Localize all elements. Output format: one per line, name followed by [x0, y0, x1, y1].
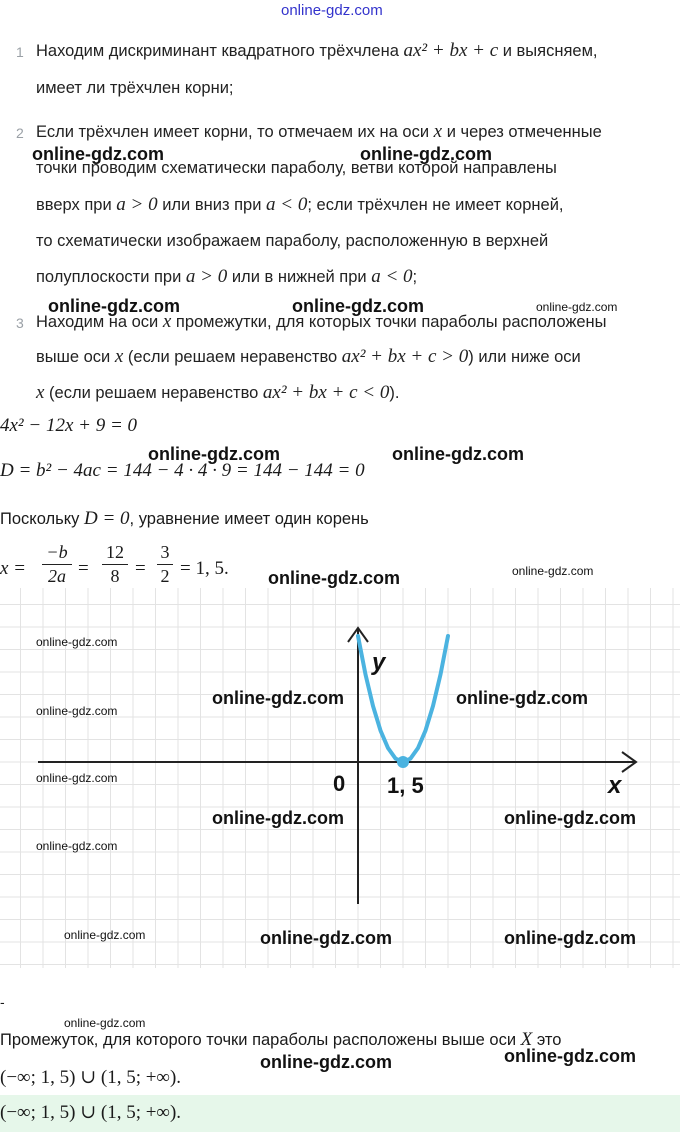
watermark: online-gdz.com	[48, 296, 180, 316]
watermark: online-gdz.com	[536, 300, 618, 314]
step-2-line-5	[36, 259, 417, 295]
watermark: online-gdz.com	[64, 928, 146, 942]
math-expression: ax² + bx + c > 0	[341, 346, 469, 367]
step-text: и через отмеченные	[446, 123, 602, 141]
sentence-text: , уравнение имеет один корень	[129, 510, 369, 528]
step-number: 2	[16, 125, 24, 141]
interval-sentence	[0, 1029, 561, 1051]
step-text: или в нижней при	[231, 268, 367, 286]
step-text: ; если трёхчлен не имеет корней,	[307, 196, 564, 214]
answer: (−∞; 1, 5) ∪ (1, 5; +∞).	[0, 1102, 182, 1123]
equals-sign: =	[78, 558, 89, 579]
step-text: промежутки, для которых точки параболы расположены	[175, 313, 607, 331]
step-text: ;	[412, 268, 418, 286]
watermark: online-gdz.com	[148, 444, 280, 464]
fraction-3	[157, 542, 173, 587]
vertex-point	[397, 756, 409, 768]
math-expression: a < 0	[266, 194, 308, 215]
step-1-line-1	[36, 33, 598, 69]
math-expression: x	[36, 382, 45, 403]
discriminant-formula: D = b² − 4ac = 144 − 4 · 4 · 9 = 144 − 144 = 0	[0, 460, 365, 481]
step-number: 1	[16, 44, 24, 60]
equals-sign: =	[135, 558, 146, 579]
step-3-line-3	[36, 375, 399, 411]
math-expression: D = 0	[83, 508, 130, 529]
watermark: online-gdz.com	[36, 704, 118, 718]
step-1-line-2: имеет ли трёхчлен корни;	[36, 79, 234, 97]
step-2-line-3	[36, 187, 564, 223]
watermark: online-gdz.com	[504, 808, 636, 828]
step-text: (если решаем неравенство	[49, 384, 259, 402]
step-2-line-2: точки проводим схематически параболу, ветви которой направлены	[36, 159, 557, 177]
sentence-text: Поскольку	[0, 510, 80, 528]
axes	[38, 628, 636, 904]
watermark: online-gdz.com	[32, 144, 164, 164]
sentence-text: Промежуток, для которого точки параболы расположены выше оси	[0, 1031, 517, 1049]
watermark: online-gdz.com	[392, 444, 524, 464]
fraction-2	[102, 542, 128, 587]
dash: -	[0, 994, 5, 1010]
math-expression: ax² + bx + c < 0	[262, 382, 390, 403]
origin-label: 0	[333, 771, 346, 796]
fraction-numerator: −b	[46, 542, 68, 562]
root-label: 1, 5	[387, 773, 424, 798]
step-text: Находим дискриминант квадратного трёхчлена	[36, 42, 399, 60]
interval-result: (−∞; 1, 5) ∪ (1, 5; +∞).	[0, 1067, 182, 1088]
step-text: вверх при	[36, 196, 112, 214]
fraction-denominator: 8	[110, 566, 120, 586]
watermark: online-gdz.com	[36, 839, 118, 853]
root-lhs: x =	[0, 558, 27, 579]
step-text: или вниз при	[162, 196, 262, 214]
watermark: online-gdz.com	[64, 1016, 146, 1030]
single-root-sentence	[0, 508, 369, 530]
watermark: online-gdz.com	[212, 688, 344, 708]
fraction-1	[42, 542, 72, 587]
watermark: online-gdz.com	[292, 296, 424, 316]
step-number: 3	[16, 315, 24, 331]
step-2-line-4: то схематически изображаем параболу, расположенную в верхней	[36, 232, 549, 250]
watermark: online-gdz.com	[456, 688, 588, 708]
math-expression: x	[433, 121, 443, 142]
y-axis-label: y	[372, 649, 386, 676]
watermark: online-gdz.com	[212, 808, 344, 828]
math-expression: ax² + bx + c	[403, 40, 499, 61]
site-link[interactable]: online-gdz.com	[281, 2, 383, 19]
step-text: и выясняем,	[502, 42, 598, 60]
watermark: online-gdz.com	[36, 635, 118, 649]
step-text: ).	[389, 384, 400, 402]
step-text: ) или ниже оси	[468, 348, 581, 366]
math-expression: a < 0	[371, 266, 413, 287]
step-text: выше оси	[36, 348, 111, 366]
watermark: online-gdz.com	[360, 144, 492, 164]
watermark: online-gdz.com	[36, 771, 118, 785]
step-3-line-2	[36, 339, 581, 375]
fraction-denominator: 2a	[48, 566, 66, 586]
equation: 4x² − 12x + 9 = 0	[0, 415, 138, 436]
watermark: online-gdz.com	[504, 928, 636, 948]
math-expression: X	[520, 1029, 533, 1050]
math-expression: x	[162, 311, 172, 332]
watermark: online-gdz.com	[268, 568, 400, 588]
fraction-denominator: 2	[160, 566, 170, 586]
step-text: Находим на оси	[36, 313, 159, 331]
fraction-numerator: 3	[160, 542, 170, 562]
watermark: online-gdz.com	[512, 564, 594, 578]
watermark: online-gdz.com	[504, 1046, 636, 1066]
watermark: online-gdz.com	[260, 1052, 392, 1072]
step-text: полуплоскости при	[36, 268, 182, 286]
fraction-numerator: 12	[106, 542, 124, 562]
sentence-text: это	[536, 1031, 562, 1049]
math-expression: x	[114, 346, 124, 367]
math-expression: a > 0	[185, 266, 228, 287]
x-axis-label: x	[608, 772, 622, 799]
math-expression: a > 0	[116, 194, 158, 215]
root-value: = 1, 5.	[180, 558, 229, 579]
step-text: Если трёхчлен имеет корни, то отмечаем их на оси	[36, 123, 430, 141]
watermark: online-gdz.com	[260, 928, 392, 948]
step-text: (если решаем неравенство	[127, 348, 338, 366]
